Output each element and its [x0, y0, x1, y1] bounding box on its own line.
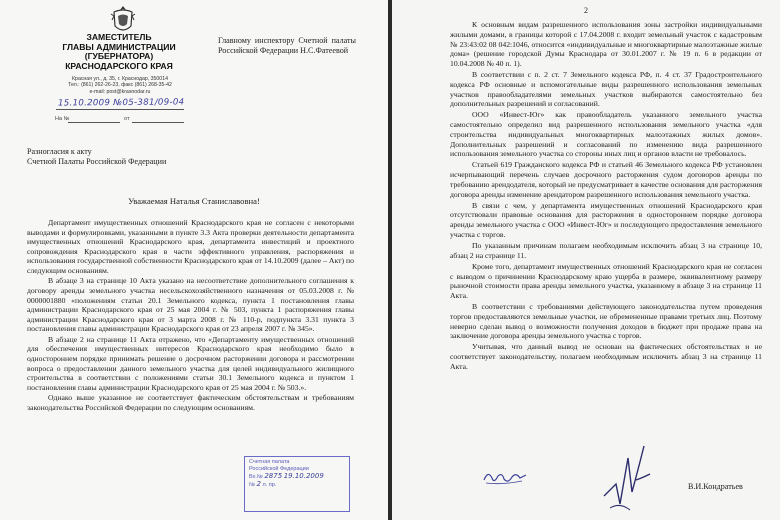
stamp-date: 19.10.2009 — [283, 472, 324, 480]
paragraph: Кроме того, департамент имущественных отношений Краснодарского края не согласен с выводом о причинении Краснодарскому краю ущерба в размере, эквивалентному размеру рыночной стоимости права аренды земельного участка, указанному в абзаце 3 на странице 11 Акта. — [450, 261, 762, 301]
stamp-pages: № 2 л. пр. — [249, 480, 277, 488]
paragraph: Статьей 619 Гражданского кодекса РФ и статьей 46 Земельного кодекса РФ установлен исчерпывающий перечень случаев досрочного расторжения судом договоров аренды по требованию арендодателя, который не предусматривает в качестве основания для расторжения договора аренды изменение арендатором разрешенного использования земельного участка. — [450, 160, 762, 199]
handwritten-reference: 15.10.2009 №05-381/09-04 — [57, 97, 185, 109]
subject — [27, 147, 166, 167]
stamp-number: 2875 — [264, 472, 283, 480]
header-line: (ГУБЕРНАТОРА) — [84, 51, 154, 62]
address-line: e-mail: post@krasnodar.ru — [89, 88, 151, 95]
stamp-line: Российской Федерации — [249, 466, 309, 472]
of-label: от — [124, 116, 130, 122]
sender-address — [54, 76, 186, 95]
paragraph: В связи с чем, у департамента имущественных отношений Краснодарского края отсутствовали правовые основания для расторжения в одностороннем порядке договора аренды земельного участка с ООО «Инвест-Юг» и последующего предоставления земельного участка с торгов. — [450, 200, 762, 239]
paragraph: По указанным причинам полагаем необходимым исключить абзац 3 на странице 10, абзац 2 на странице 11. — [450, 240, 762, 260]
paragraph: ООО «Инвест-Юг» как правообладатель указанного земельного участка самостоятельно определил вид разрешенного использования земельного участка «для строительства индивидуальных многоквартирных малоэтажных жилых домов». Дополнительных разрешений и согласований по изменению вида разрешенного использования земельного участка со стороны иных лиц и органов власти не требовалось. — [450, 110, 762, 159]
header-line: ГЛАВЫ АДМИНИСТРАЦИИ — [62, 41, 176, 52]
paragraph: К основным видам разрешенного использования зоны застройки индивидуальными жилыми домами, в границы которой с 17.04.2008 г. входит земельный участок с кадастровым № 23:43:02 08 042:1046, относится «индивидуальные и многоквартирные малоэтажные жилые дома» (решение городской Думы Краснодара от 30.01.2007 г. № 19 п. 6 в редакции от 10.04.2008 № 40 п. 1). — [450, 20, 762, 68]
paragraph: В соответствии с п. 2 ст. 7 Земельного кодекса РФ, п. 4 ст. 37 Градостроительного кодекса РФ основные и вспомогательные виды разрешенного использования земельных участков правообладателями земельных участков выбираются самостоятельно без дополнительных разрешений и согласований. — [450, 70, 762, 109]
stamp-line: Счетная палата — [249, 459, 290, 465]
signer-name: В.И.Кондратьев — [688, 482, 743, 491]
address-line: Красная ул., д. 35, г. Краснодар, 350014 — [72, 76, 168, 82]
sender-header — [46, 33, 192, 71]
letter-body-page-1 — [27, 218, 354, 414]
on-number-label: На № — [55, 116, 70, 122]
signature-mark-icon — [482, 466, 528, 488]
page-number: 2 — [584, 6, 588, 15]
stamp-registration: Вх.№ 2875 19.10.2009 — [249, 472, 324, 480]
subject-line: Счетной Палаты Российской Федерации — [27, 157, 167, 166]
header-line: ЗАМЕСТИТЕЛЬ — [86, 32, 152, 42]
reference-underline — [56, 109, 184, 110]
paragraph: В абзаце 3 на странице 10 Акта указано на несоответствие дополнительного соглашения к договору аренды земельного участка несельскохозяйственного назначения от 05.03.2008 г. № 0000001880 «положениям статьи 20.1 Земельного кодекса, пункта 1 постановления главы администрации Краснодарского края от 25 мая 2004 г. № 503, пункта 1 распоряжения главы администрации Краснодарского края от 3 марта 2008 г. № 110-р, подпункта 3.31 пункта 3 постановления главы администрации Краснодарского края от 23 апреля 2007 г. № 345». — [27, 276, 354, 334]
addressee-block: Главному инспектору Счетной палаты Российской Федерации Н.С.Фатеевой — [218, 36, 356, 55]
of-line — [132, 122, 184, 123]
greeting: Уважаемая Наталья Станиславовна! — [128, 196, 260, 206]
letter-body-page-2 — [450, 20, 762, 373]
letter-page-1 — [0, 0, 388, 520]
subject-line: Разногласия к акту — [27, 147, 92, 156]
incoming-stamp — [244, 456, 350, 512]
letter-page-2 — [392, 0, 780, 520]
address-line: Тел.: (861) 262-26-23, факс (861) 268-35-42 — [68, 82, 172, 89]
paragraph: Департамент имущественных отношений Краснодарского края не согласен с некоторыми выводами и формулировками, указанными в пункте 3.3 Акта проверки деятельности департамента имущественных отношений Краснодарского края, департамента инвестиций и проектного сопровождения Краснодарского края в части эффективного управления, распоряжения и использования государственной собственности Краснодарского края от 14.10.2009 (далее – Акт) по следующим основаниям. — [27, 218, 354, 275]
paragraph: В абзаце 2 на странице 11 Акта отражено, что «Департаменту имущественных отношений для обеспечения имущественных интересов Краснодарского края необходимо было в одностороннем порядке принимать решение о досрочном расторжении договора и рассмотрении вопроса о предоставлении данного земельного участка для целей индивидуального жилищного строительства в соответствии с положениями статьи 30.1 Земельного кодекса и пунктом 1 постановления главы администрации Краснодарского края от 25 мая 2004 г. № 503.». — [27, 334, 354, 392]
paragraph: Однако выше указанное не соответствует фактическим обстоятельствам и требованиям законодательства Российской Федерации по следующим основаниям. — [27, 393, 354, 412]
paragraph: В соответствии с требованиями действующего законодательства путем проведения торгов предоставляются земельные участки, не обремененные правами третьих лиц. Поэтому неверно сделан вывод о возможности получения доходов в бюджет при продаже права на заключение договора аренды земельного участка с торгов. — [450, 302, 762, 341]
header-line: КРАСНОДАРСКОГО КРАЯ — [65, 60, 173, 71]
paragraph: Учитывая, что данный вывод не основан на фактических обстоятельствах и не соответствует законодательству, полагаем необходимым исключить абзац 3 на странице 11 Акта. — [450, 342, 762, 371]
signature-icon — [600, 440, 658, 514]
on-number-line — [68, 122, 120, 123]
